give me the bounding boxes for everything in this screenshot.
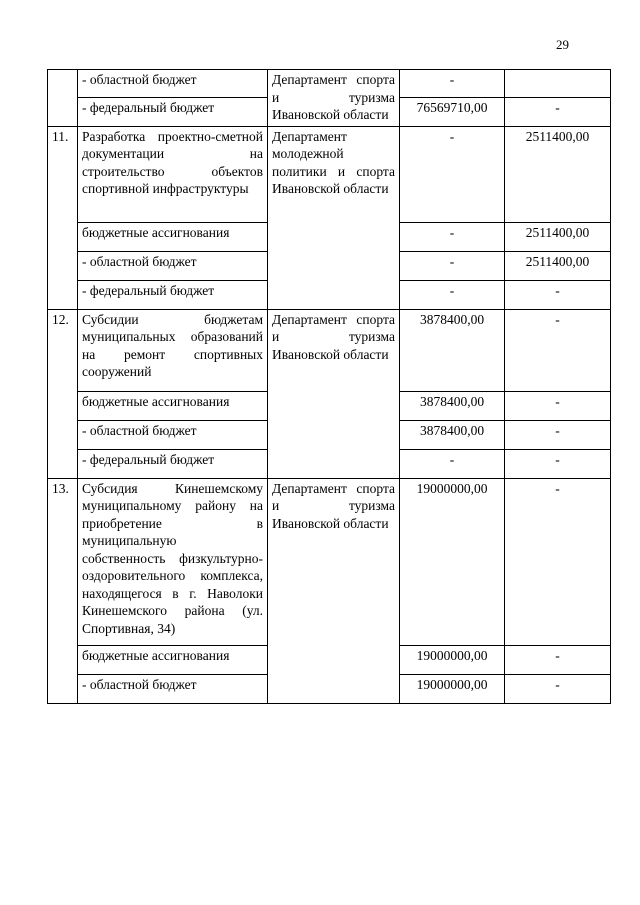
item-title: Субсидии бюджетам муниципальных образований на ремонт спортивных сооружений [78,309,268,391]
value-2019: - [505,97,611,126]
value-2019: 2511400,00 [505,251,611,280]
value-2018: - [400,251,505,280]
department-cell: Департамент спорта и туризма Ивановской области [268,478,400,703]
item-title: Субсидия Кинешемскому муниципальному району на приобретение в муниципальную собственность физкультурно-оздоровительного комплекса, находящегося в г. Наволоки Кинешемского района (ул. Спортивная, 34) [78,478,268,645]
row-number: 12. [48,309,78,478]
value-2018: 76569710,00 [400,97,505,126]
row-number: 11. [48,126,78,309]
value-2018: 19000000,00 [400,645,505,674]
sub-item-label: - областной бюджет [78,674,268,703]
department-cell: Департамент молодежной политики и спорта Ивановской области [268,126,400,309]
sub-item-label: - областной бюджет [78,420,268,449]
sub-item-label: бюджетные ассигнования [78,391,268,420]
value-2019: 2511400,00 [505,126,611,222]
value-2018: 19000000,00 [400,478,505,645]
item-title: Разработка проектно-сметной документации на строительство объектов спортивной инфраструктуры [78,126,268,222]
value-2018: - [400,222,505,251]
value-2018: 3878400,00 [400,420,505,449]
value-2019: - [505,391,611,420]
sub-item-label: - федеральный бюджет [78,280,268,309]
value-2018: 3878400,00 [400,309,505,391]
value-2019: - [505,478,611,645]
value-2018: - [400,280,505,309]
row-number [48,70,78,127]
department-cell: Департамент спорта и туризма Ивановской области [268,70,400,127]
value-2018: - [400,449,505,478]
value-2018: 3878400,00 [400,391,505,420]
value-2019: - [505,674,611,703]
value-2019: - [505,420,611,449]
sub-item-label: - федеральный бюджет [78,449,268,478]
value-2019: - [505,449,611,478]
value-2018: - [400,126,505,222]
department-cell: Департамент спорта и туризма Ивановской области [268,309,400,478]
table-row [48,70,611,98]
sub-item-label: бюджетные ассигнования [78,222,268,251]
value-2019: 2511400,00 [505,222,611,251]
value-2019: - [505,309,611,391]
table-row [48,309,611,391]
budget-table [47,69,611,704]
sub-item-label: - федеральный бюджет [78,97,268,126]
value-2019: - [505,645,611,674]
row-number: 13. [48,478,78,703]
sub-item-label: - областной бюджет [78,70,268,98]
table-row [48,478,611,645]
value-2019 [505,70,611,98]
value-2019: - [505,280,611,309]
table-row [48,126,611,222]
sub-item-label: бюджетные ассигнования [78,645,268,674]
sub-item-label: - областной бюджет [78,251,268,280]
page-number: 29 [556,37,569,52]
value-2018: 19000000,00 [400,674,505,703]
value-2018: - [400,70,505,98]
